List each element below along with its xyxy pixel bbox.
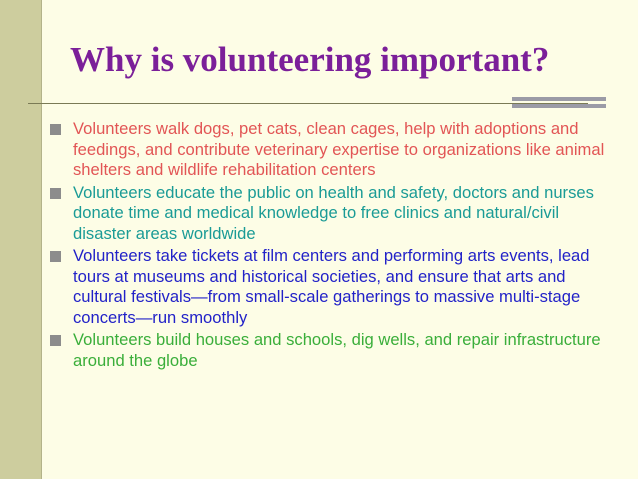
bullet-text: Volunteers walk dogs, pet cats, clean cages, help with adoptions and feedings, and contribute veterinary expertise to organizations like animal shelters and wildlife rehabilitation centers [73, 119, 605, 179]
slide-title: Why is volunteering important? [70, 40, 550, 79]
bullet-item [47, 330, 607, 371]
square-bullet-icon [50, 251, 61, 262]
title-divider [28, 103, 588, 104]
bullet-item [47, 183, 607, 245]
title-divider-accent-bottom [512, 104, 606, 108]
left-accent-bar [0, 0, 42, 479]
bullet-text: Volunteers take tickets at film centers and performing arts events, lead tours at museums and historical societies, and ensure that arts and cultural festivals—from small-scale gatherings to massive multi-stage concerts—run smoothly [73, 246, 590, 327]
title-divider-accent-top [512, 97, 606, 101]
square-bullet-icon [50, 124, 61, 135]
bullet-item [47, 119, 607, 181]
square-bullet-icon [50, 335, 61, 346]
bullet-list [47, 119, 607, 373]
bullet-text: Volunteers build houses and schools, dig wells, and repair infrastructure around the globe [73, 330, 601, 370]
bullet-text: Volunteers educate the public on health and safety, doctors and nurses donate time and medical knowledge to free clinics and natural/civil disaster areas worldwide [73, 182, 594, 243]
bullet-item [47, 246, 607, 328]
square-bullet-icon [50, 188, 61, 199]
